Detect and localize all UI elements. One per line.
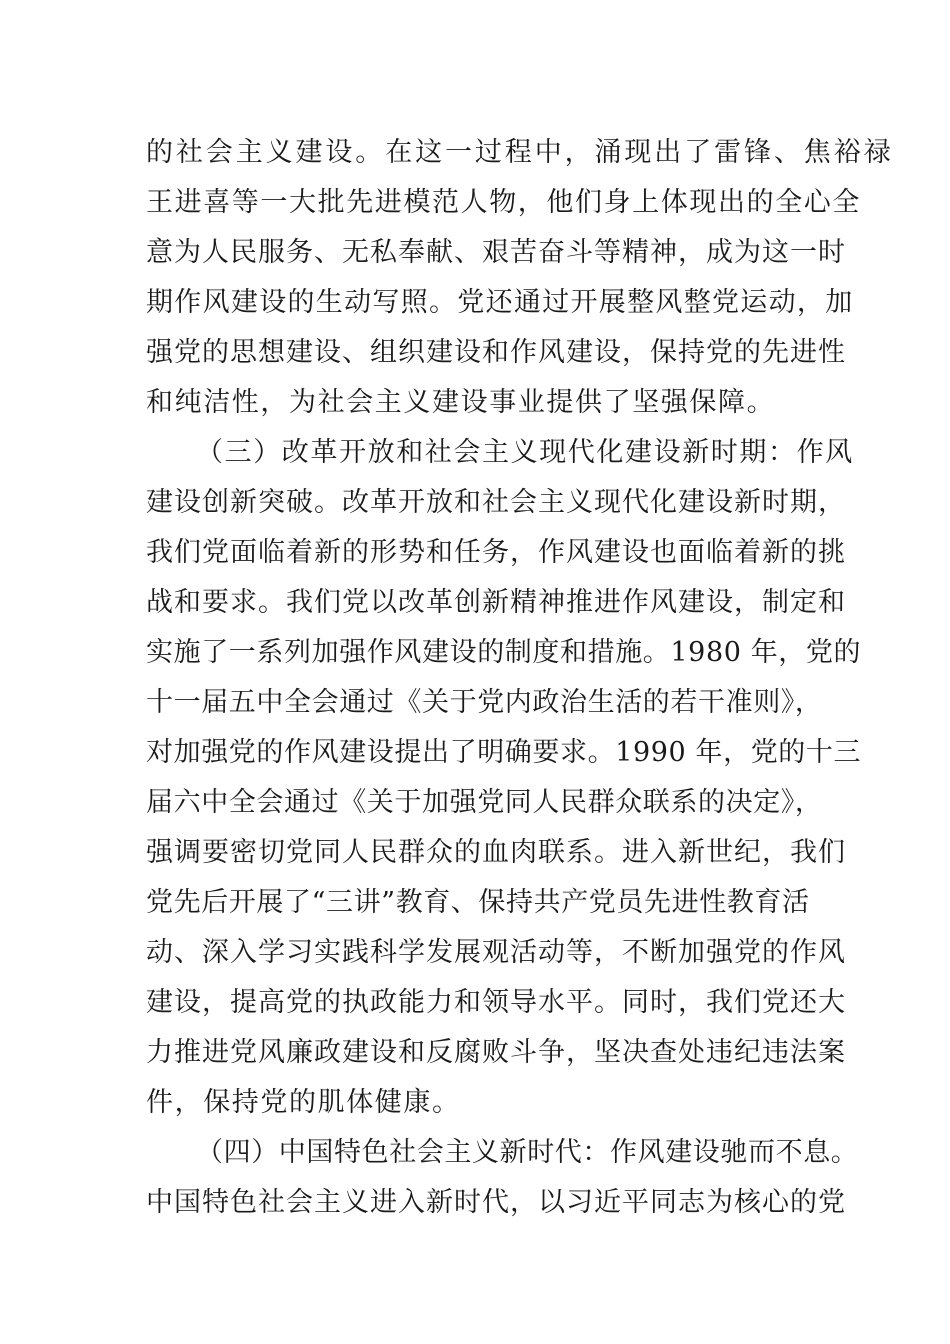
paragraph-line: 动、深入学习实践科学发展观活动等，不断加强党的作风 [146,937,846,968]
paragraph-line: 和纯洁性，为社会主义建设事业提供了坚强保障。 [146,387,776,418]
paragraph-line: 我们党面临着新的形势和任务，作风建设也面临着新的挑 [146,537,846,568]
paragraph-line: 建设，提高党的执政能力和领导水平。同时，我们党还大 [146,987,846,1018]
paragraph-line: 党先后开展了“三讲”教育、保持共产党员先进性教育活 [146,887,810,918]
paragraph-line: 强党的思想建设、组织建设和作风建设，保持党的先进性 [146,337,846,368]
paragraph-line: 十一届五中全会通过《关于党内政治生活的若干准则》， [146,687,823,718]
section-heading-line: （四）中国特色社会主义新时代：作风建设驰而不息。 [196,1137,859,1168]
paragraph-line: 届六中全会通过《关于加强党同人民群众联系的决定》， [146,787,823,818]
paragraph-line: 件，保持党的肌体健康。 [146,1087,461,1118]
paragraph-line: 力推进党风廉政建设和反腐败斗争，坚决查处违纪违法案 [146,1037,846,1068]
paragraph-line: 王进喜等一大批先进模范人物，他们身上体现出的全心全 [146,187,861,218]
paragraph-line: 强调要密切党同人民群众的血肉联系。进入新世纪，我们 [146,837,846,868]
paragraph-line: 期作风建设的生动写照。党还通过开展整风整党运动，加 [146,287,854,318]
paragraph-line: 实施了一系列加强作风建设的制度和措施。1980 年，党的 [146,637,862,668]
paragraph-line: 的社会主义建设。在这一过程中，涌现出了雷锋、焦裕禄 [146,137,894,168]
paragraph-line: 对加强党的作风建设提出了明确要求。1990 年，党的十三 [146,737,862,768]
paragraph-line: 建设创新突破。改革开放和社会主义现代化建设新时期， [146,487,846,518]
section-heading-line: （三）改革开放和社会主义现代化建设新时期：作风 [196,437,854,468]
paragraph-line: 战和要求。我们党以改革创新精神推进作风建设，制定和 [146,587,846,618]
paragraph-line: 意为人民服务、无私奉献、艰苦奋斗等精神，成为这一时 [146,237,846,268]
paragraph-line: 中国特色社会主义进入新时代，以习近平同志为核心的党 [146,1187,846,1218]
